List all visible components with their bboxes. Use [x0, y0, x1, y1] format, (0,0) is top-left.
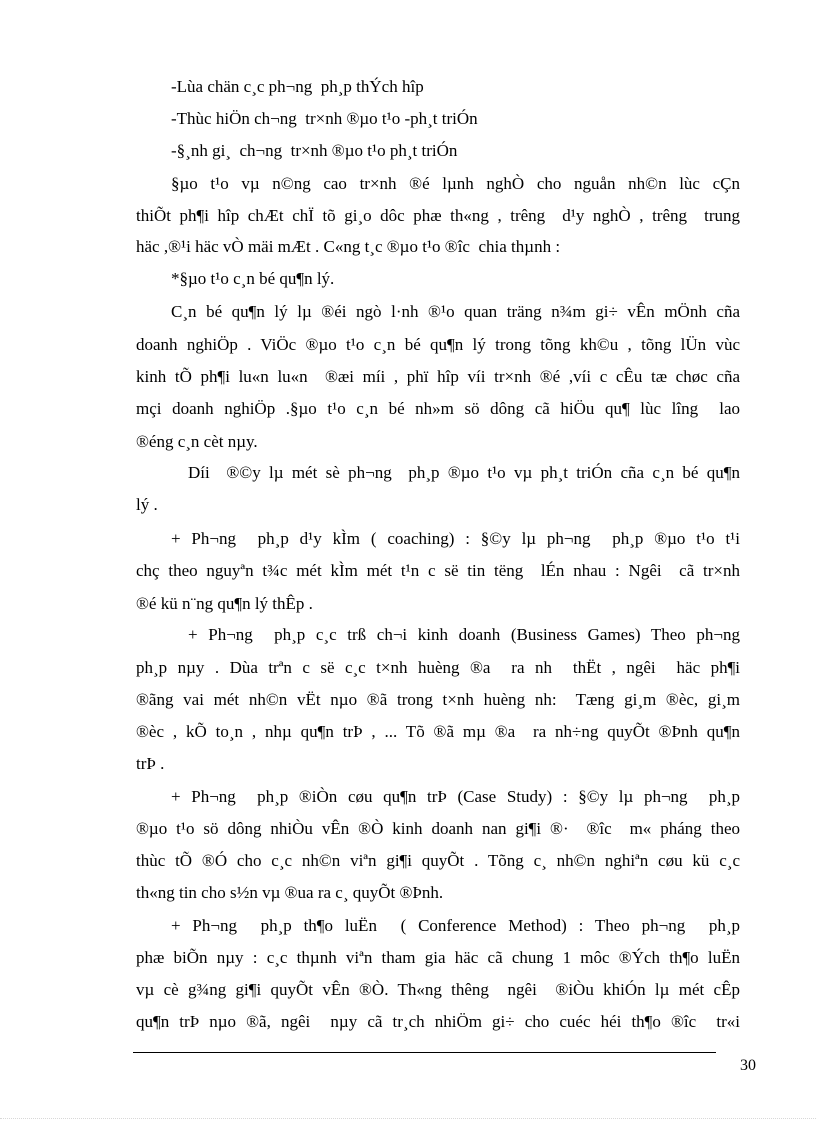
text-line: §µo t¹o vµ n©ng cao tr×nh ®é lµnh nghÒ cho nguån nh©n lùc cÇn: [171, 174, 740, 193]
text-line: ®éng c¸n cèt nµy.: [136, 432, 258, 451]
text-line: -§¸nh gi¸ ch¬ng tr×nh ®µo t¹o ph¸t triÓn: [171, 141, 458, 160]
text-line: phæ biÕn nµy : c¸c thµnh viªn tham gia häc cã chung 1 môc ®Ých th¶o luËn: [136, 948, 740, 967]
text-line: kinh tÕ ph¶i lu«n lu«n ®æi míi , phï hîp víi tr×nh ®é ,víi c cÊu tæ chøc cña: [136, 367, 740, 386]
text-line: doanh nghiÖp . ViÖc ®µo t¹o c¸n bé qu¶n lý trong tõng kh©u , tõng lÜn vùc: [136, 335, 740, 354]
page-edge: [0, 1118, 816, 1119]
page-number: 30: [740, 1057, 756, 1074]
text-line: thiÕt ph¶i hîp chÆt chÏ tõ gi¸o dôc phæ th«ng , trêng d¹y nghÒ , trêng trung: [136, 206, 740, 225]
text-line: ph¸p nµy . Dùa trªn c së c¸c t×nh huèng ®a ra nh thËt , ngêi häc ph¶i: [136, 658, 740, 677]
text-line: -Lùa chän c¸c ph¬ng ph¸p thÝch hîp: [171, 77, 424, 96]
text-line: + Ph¬ng ph¸p c¸c trß ch¬i kinh doanh (Business Games) Theo ph¬ng: [188, 625, 740, 644]
text-line: thùc tÕ ®Ó cho c¸c nh©n viªn gi¶i quyÕt . Tõng c¸ nh©n nghiªn cøu kü c¸c: [136, 851, 740, 870]
text-line: ®µo t¹o sö dông nhiÒu vÊn ®Ò kinh doanh nan gi¶i ®· ®îc m« pháng theo: [136, 819, 740, 838]
text-line: mçi doanh nghiÖp .§µo t¹o c¸n bé nh»m sö dông cã hiÖu qu¶ lùc lîng lao: [136, 399, 740, 418]
text-line: th«ng tin cho s½n vµ ®ua ra c¸ quyÕt ®Þnh.: [136, 883, 444, 902]
text-line: lý .: [136, 495, 158, 514]
text-line: C¸n bé qu¶n lý lµ ®éi ngò l·nh ®¹o quan träng n¾m gi÷ vÊn mÖnh cña: [171, 302, 740, 321]
text-line: + Ph¬ng ph¸p ®iÒn cøu qu¶n trÞ (Case Study) : §©y lµ ph¬ng ph¸p: [171, 787, 740, 806]
text-line: + Ph¬ng ph¸p d¹y kÌm ( coaching) : §©y lµ ph¬ng ph¸p ®µo t¹o t¹i: [171, 529, 740, 548]
text-line: *§µo t¹o c¸n bé qu¶n lý.: [171, 269, 335, 288]
text-line: chç theo nguyªn t¾c mét kÌm mét t¹n c së tin tëng lÉn nhau : Ngêi cã tr×nh: [136, 561, 740, 580]
text-line: ®é kü n¨ng qu¶n lý thÊp .: [136, 594, 313, 613]
text-line: trÞ .: [136, 754, 165, 773]
text-line: qu¶n trÞ nµo ®ã, ngêi nµy cã tr¸ch nhiÖm gi÷ cho cuéc héi th¶o ®îc tr«i: [136, 1012, 740, 1031]
text-line: ®ãng vai mét nh©n vËt nµo ®ã trong t×nh huèng nh: Tæng gi¸m ®èc, gi¸m: [136, 690, 740, 709]
text-line: Díi ®©y lµ mét sè ph¬ng ph¸p ®µo t¹o vµ ph¸t triÓn cña c¸n bé qu¶n: [188, 463, 740, 482]
footer-divider: [133, 1052, 716, 1053]
text-line: häc ,®¹i häc vÒ mäi mÆt . C«ng t¸c ®µo t¹o ®îc chia thµnh :: [136, 237, 561, 256]
text-line: ®èc , kÕ to¸n , nhµ qu¶n trÞ , ... Tõ ®ã mµ ®a ra nh÷ng quyÕt ®Þnh qu¶n: [136, 722, 740, 741]
text-line: -Thùc hiÖn ch¬ng tr×nh ®µo t¹o -ph¸t triÓn: [171, 109, 478, 128]
text-line: vµ cè g¾ng gi¶i quyÕt vÊn ®Ò. Th«ng thêng ngêi ®iÒu khiÓn lµ mét cÊp: [136, 980, 740, 999]
text-line: + Ph¬ng ph¸p th¶o luËn ( Conference Method) : Theo ph¬ng ph¸p: [171, 916, 740, 935]
